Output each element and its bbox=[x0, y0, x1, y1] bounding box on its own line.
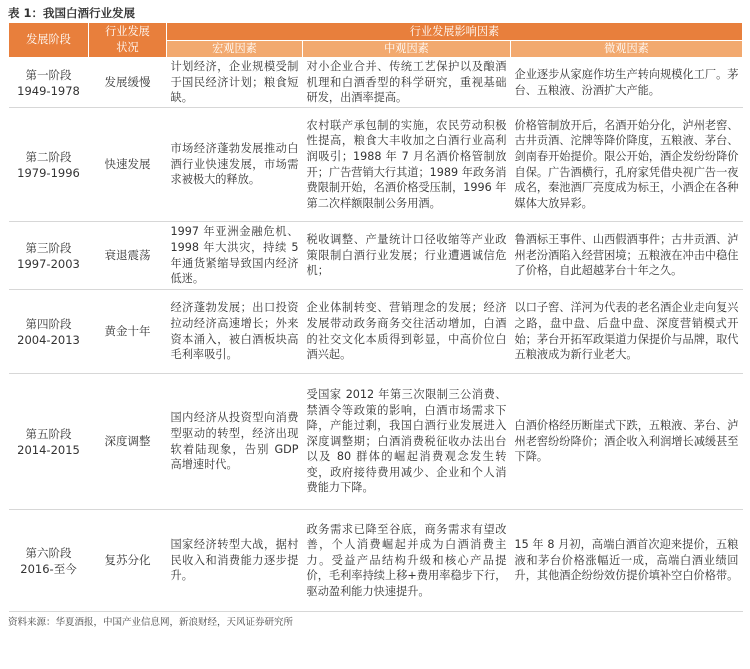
header-macro: 宏观因素 bbox=[167, 41, 303, 58]
header-factors: 行业发展影响因素 bbox=[167, 23, 743, 41]
meso-cell: 政务需求已降至谷底，商务需求有望改善，个人消费崛起并成为白酒消费主力。受益产品结构升级和核心产品提价，毛利率持续上移+费用率稳步下行，驱动盈利能力快速提升。 bbox=[303, 510, 511, 612]
macro-cell: 国内经济从投资型向消费型驱动的转型，经济出现软着陆现象，告别 GDP 高增速时代。 bbox=[167, 374, 303, 510]
macro-cell: 市场经济蓬勃发展推动白酒行业快速发展，市场需求被极大的释放。 bbox=[167, 108, 303, 222]
table-row bbox=[9, 222, 743, 290]
table-row bbox=[9, 290, 743, 374]
stage-cell bbox=[9, 374, 89, 510]
stage-cell bbox=[9, 58, 89, 108]
header-status: 行业发展状况 bbox=[89, 23, 167, 58]
stage-years: 2004-2013 bbox=[17, 332, 80, 347]
meso-cell: 税收调整、产量统计口径收缩等产业政策限制白酒行业发展；行业遭遇诚信危机； bbox=[303, 222, 511, 290]
micro-cell: 15 年 8 月初，高端白酒首次迎来提价，五粮液和茅台价格涨幅近一成，高端白酒业绩回升，其他酒企纷纷效仿提价填补空白价格带。 bbox=[511, 510, 743, 612]
stage-years: 1979-1996 bbox=[17, 165, 80, 180]
stage-years: 2016-至今 bbox=[20, 561, 77, 576]
industry-table bbox=[8, 22, 743, 612]
meso-cell: 企业体制转变、营销理念的发展；经济发展带动政务商务交往活动增加，白酒的社交文化本质得到彰显，中高价位白酒兴起。 bbox=[303, 290, 511, 374]
stage-cell bbox=[9, 510, 89, 612]
status-cell: 发展缓慢 bbox=[89, 58, 167, 108]
stage-name: 第五阶段 bbox=[25, 426, 72, 441]
stage-years: 2014-2015 bbox=[17, 442, 80, 457]
stage-cell bbox=[9, 290, 89, 374]
stage-years: 1997-2003 bbox=[17, 256, 80, 271]
macro-cell: 国家经济转型大战，据村民收入和消费能力逐步提升。 bbox=[167, 510, 303, 612]
macro-cell: 计划经济，企业规模受制于国民经济计划；粮食短缺。 bbox=[167, 58, 303, 108]
stage-years: 1949-1978 bbox=[17, 83, 80, 98]
table-row bbox=[9, 58, 743, 108]
micro-cell: 企业逐步从家庭作坊生产转向规模化工厂。茅台、五粮液、汾酒扩大产能。 bbox=[511, 58, 743, 108]
status-cell: 复苏分化 bbox=[89, 510, 167, 612]
stage-cell bbox=[9, 108, 89, 222]
micro-cell: 白酒价格经历断崖式下跌，五粮液、茅台、泸州老窖纷纷降价；酒企收入利润增长减缓甚至下降。 bbox=[511, 374, 743, 510]
stage-name: 第三阶段 bbox=[25, 240, 72, 255]
meso-cell: 农村联产承包制的实施，农民劳动积极性提高，粮食大丰收加之白酒行业高利润吸引；1988 年 7 月名酒价格管制放开；广告营销大行其道；1989 年政务消费限制开始，名酒价格受压制，1996 年第二次样额限制公务用酒。 bbox=[303, 108, 511, 222]
meso-cell: 受国家 2012 年第三次限制三公消费、禁酒令等政策的影响，白酒市场需求下降，产能过剩，我国白酒行业发展进入深度调整期；白酒消费税征收办法出台以及 80 群体的崛起消费观念发生转变，政府接待费用减少、企业和个人消费能力下降。 bbox=[303, 374, 511, 510]
table-row bbox=[9, 108, 743, 222]
macro-cell: 经济蓬勃发展；出口投资拉动经济高速增长；外来资本涌入，被白酒板块高毛利率吸引。 bbox=[167, 290, 303, 374]
header-stage: 发展阶段 bbox=[9, 23, 89, 58]
table-row bbox=[9, 374, 743, 510]
micro-cell: 价格管制放开后，名酒开始分化，泸州老窖、古井贡酒、沱牌等降价降度，五粮液、茅台、剑南春开始提价。限公开始，酒企发纷纷降价自保。广告酒横行，孔府家凭借央视广告一夜成名，秦池酒厂亮度成为标王，小酒企在各种媒体大放异彩。 bbox=[511, 108, 743, 222]
status-cell: 深度调整 bbox=[89, 374, 167, 510]
header-micro: 微观因素 bbox=[511, 41, 743, 58]
micro-cell: 以口子窖、洋河为代表的老名酒企业走向复兴之路，盘中盘、后盘中盘、深度营销模式开始；茅台开拓军政渠道力保提价与品牌，取代五粮液成为新行业老大。 bbox=[511, 290, 743, 374]
stage-name: 第四阶段 bbox=[25, 316, 72, 331]
table-title: 表 1：我国白酒行业发展 bbox=[8, 6, 136, 20]
table-row bbox=[9, 510, 743, 612]
status-cell: 黄金十年 bbox=[89, 290, 167, 374]
stage-name: 第一阶段 bbox=[25, 67, 72, 82]
stage-name: 第二阶段 bbox=[25, 149, 72, 164]
meso-cell: 对小企业合并、传统工艺保护以及酿酒机理和白酒香型的科学研究，重视基础研发，出酒率提高。 bbox=[303, 58, 511, 108]
status-cell: 衰退震荡 bbox=[89, 222, 167, 290]
stage-name: 第六阶段 bbox=[25, 545, 72, 560]
status-cell: 快速发展 bbox=[89, 108, 167, 222]
stage-cell bbox=[9, 222, 89, 290]
source-note: 资料来源：华夏酒报，中国产业信息网，新浪财经，天风证券研究所 bbox=[8, 617, 294, 628]
header-meso: 中观因素 bbox=[303, 41, 511, 58]
macro-cell: 1997 年亚洲金融危机、1998 年大洪灾，持续 5 年通货紧缩导致国内经济低迷。 bbox=[167, 222, 303, 290]
micro-cell: 鲁酒标王事件、山西假酒事件；古井贡酒、泸州老汾酒陷入经营困境；五粮液在冲击中稳住了价格，自此超越茅台十年之久。 bbox=[511, 222, 743, 290]
